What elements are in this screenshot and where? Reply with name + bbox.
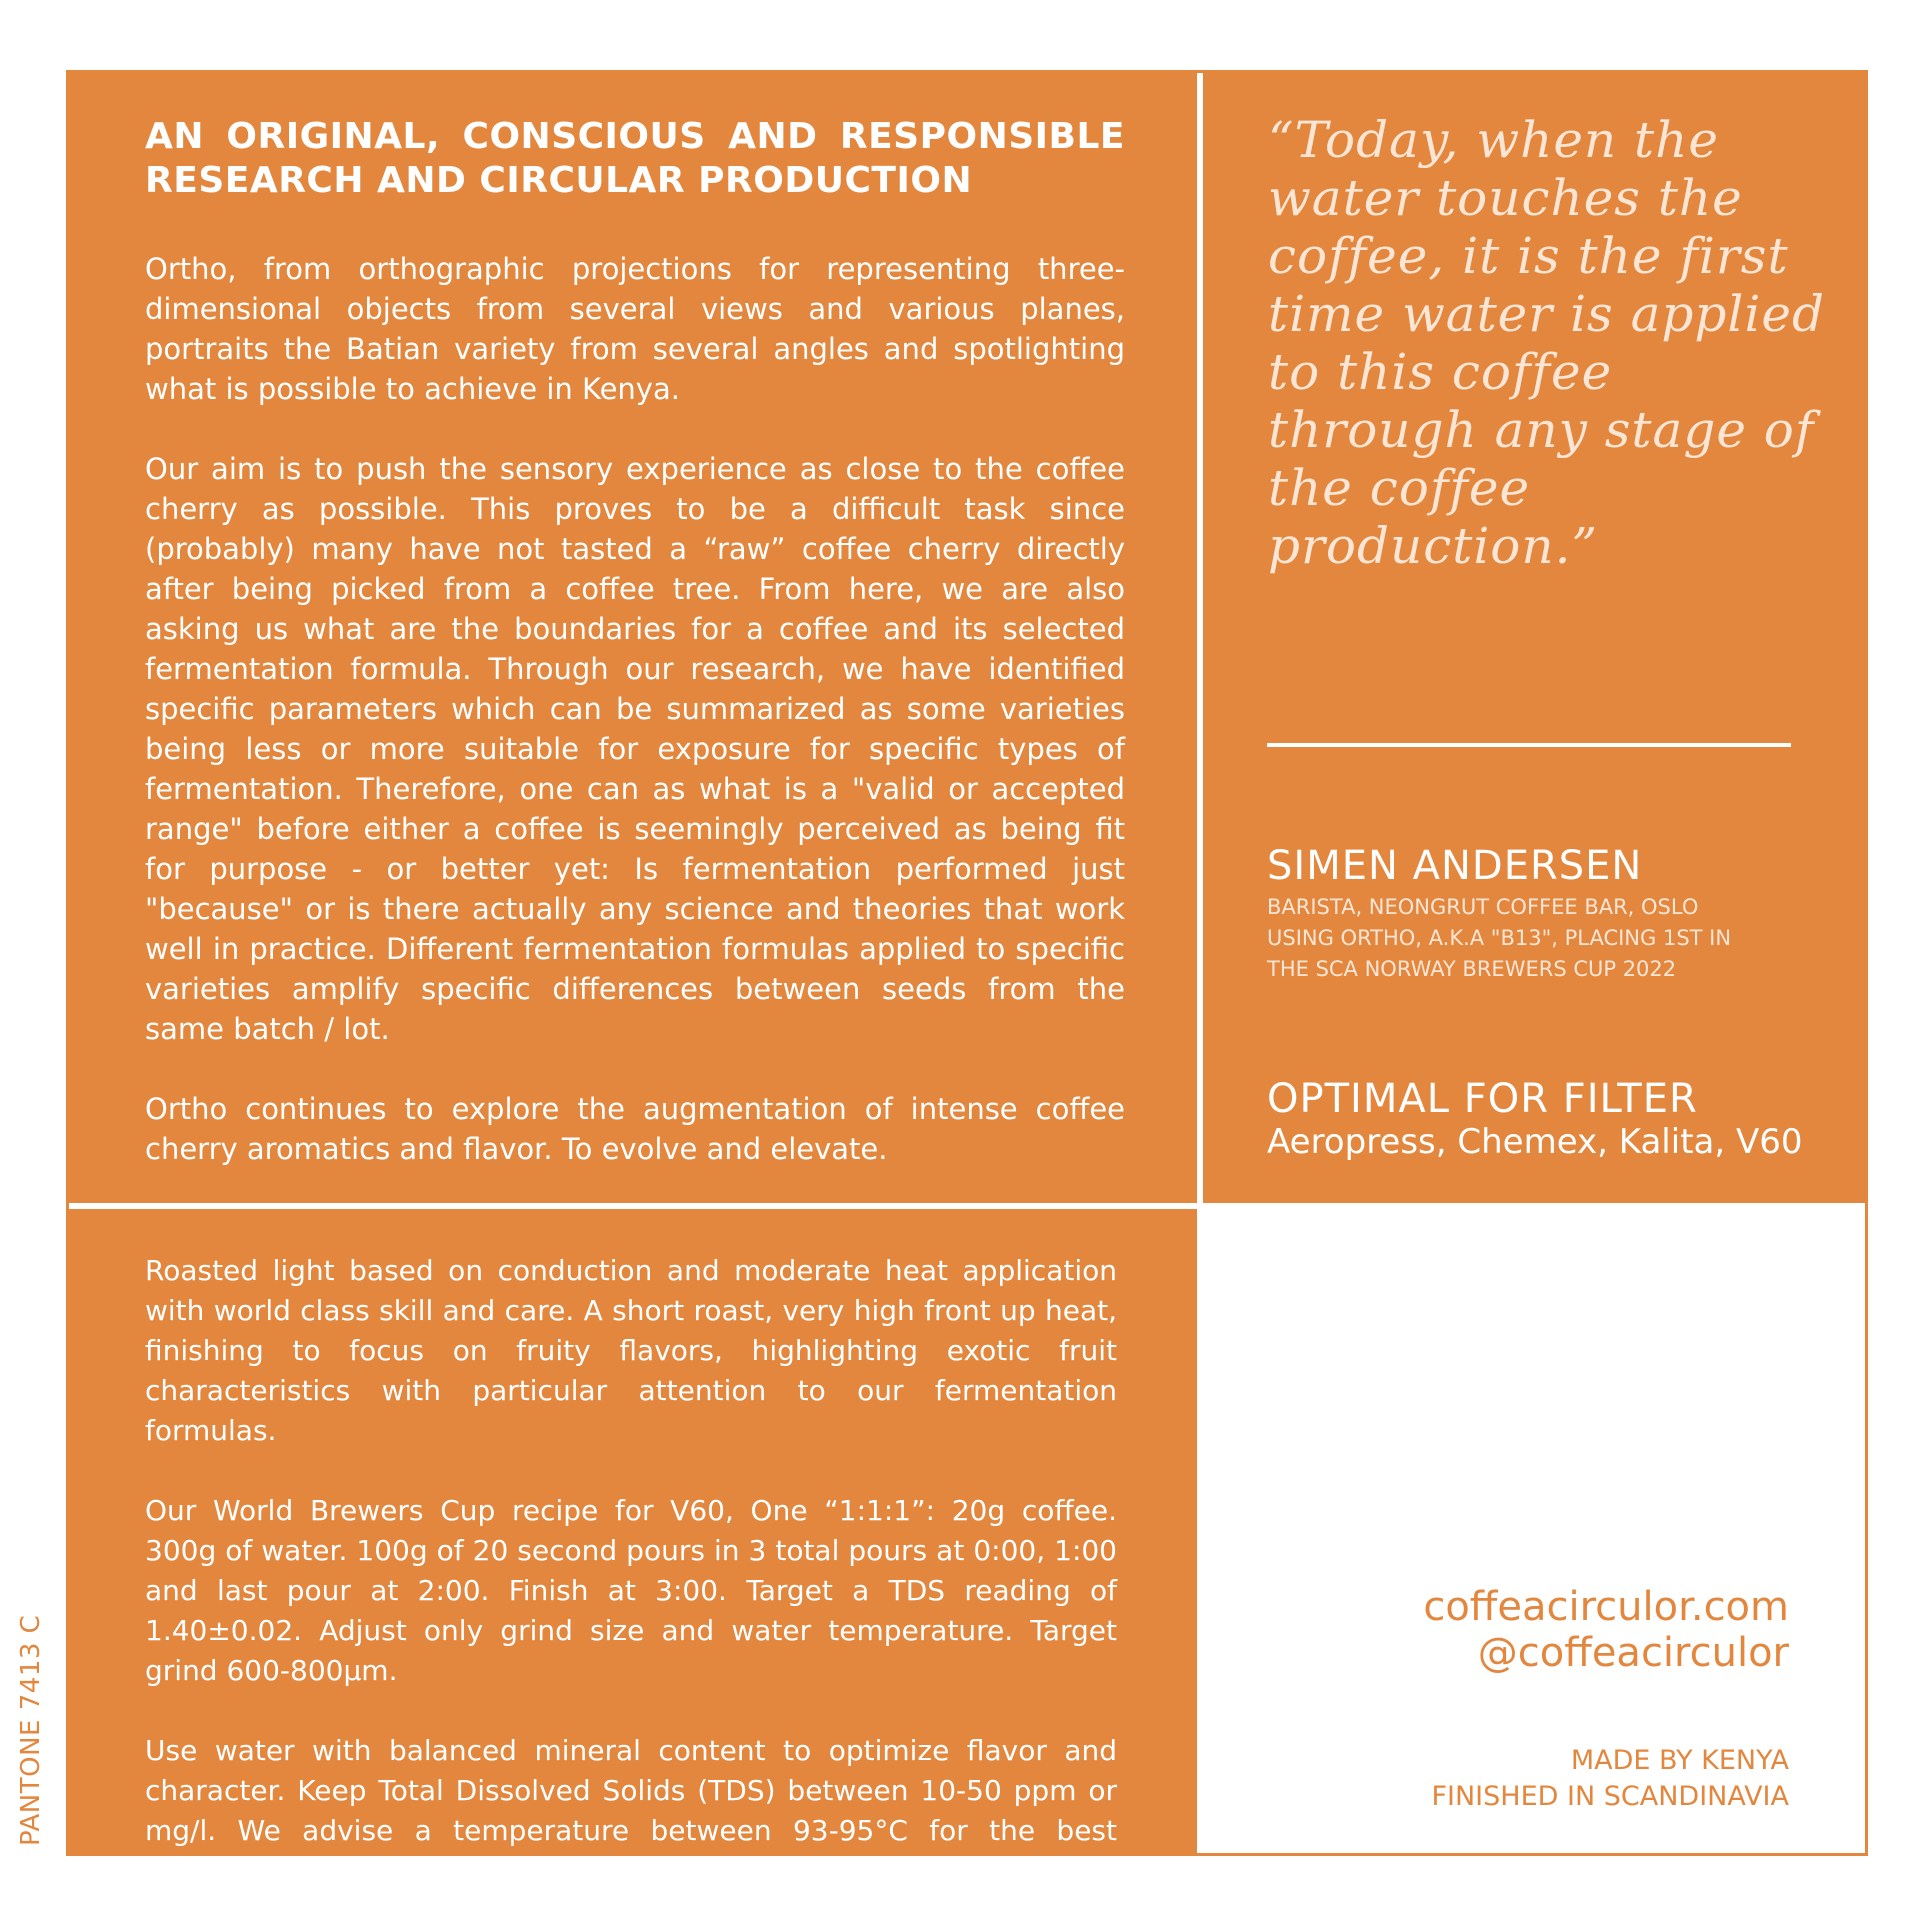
pantone-label: PANTONE 7413 C	[16, 1614, 46, 1846]
roast-content	[145, 1251, 1117, 1931]
roast-panel	[69, 1209, 1197, 1887]
story-heading: AN ORIGINAL, CONSCIOUS AND RESPONSIBLE RESEARCH AND CIRCULAR PRODUCTION	[145, 116, 1125, 201]
story-panel	[69, 73, 1197, 1203]
story-paragraph-1: Ortho, from orthographic projections for representing three-dimensional objects from several views and various planes, portraits the Batian variety from several angles and spotlighting what is possible to achieve in Kenya.	[145, 252, 1125, 406]
quote-panel	[1203, 73, 1865, 1203]
barista-role-line: THE SCA NORWAY BREWERS CUP 2022	[1267, 957, 1677, 981]
brew-methods: Aeropress, Chemex, Kalita, V60	[1267, 1122, 1803, 1162]
social-handle[interactable]: @coffeacirculor	[1477, 1630, 1789, 1676]
barista-role-line: USING ORTHO, A.K.A "B13", PLACING 1ST IN	[1267, 926, 1732, 950]
finished-in-text: FINISHED IN SCANDINAVIA	[1431, 1781, 1789, 1812]
story-paragraph-3: Ortho continues to explore the augmentation of intense coffee cherry aromatics and flavor. To evolve and elevate.	[145, 1092, 1125, 1166]
optimal-for-title: OPTIMAL FOR FILTER	[1267, 1076, 1698, 1122]
barista-quote: “Today, when the water touches the coffee, it is the first time water is applied to this coffee through any stage of the coffee production.”	[1268, 111, 1826, 575]
website-link[interactable]: coffeacirculor.com	[1423, 1584, 1789, 1630]
quote-divider	[1267, 743, 1791, 747]
made-by-text: MADE BY KENYA	[1570, 1745, 1789, 1776]
story-content	[145, 115, 1125, 1209]
contact-links	[1423, 1584, 1789, 1676]
recipe-paragraph: Our World Brewers Cup recipe for V60, One “1:1:1”: 20g coffee. 300g of water. 100g of 20 second pours in 3 total pours at 0:00, 1:00 and last pour at 2:00. Finish at 3:00. Target a TDS reading of 1.40±0.02. Adjust only grind size and water temperature. Target grind 600-800µm.	[145, 1494, 1117, 1687]
origin-info	[1431, 1743, 1789, 1815]
contact-panel	[1203, 1209, 1865, 1853]
horizontal-divider	[69, 1203, 1865, 1209]
barista-role	[1267, 892, 1827, 985]
roast-paragraph: Roasted light based on conduction and moderate heat application with world class skill and care. A short roast, very high front up heat, finishing to focus on fruity flavors, highlighting exotic fruit characteristics with particular attention to our fermentation formulas.	[145, 1254, 1117, 1447]
water-paragraph: Use water with balanced mineral content to optimize flavor and character. Keep Total Dissolved Solids (TDS) between 10-50 ppm or mg/l. We advise a temperature between 93-95°C for the best brewing experience.	[145, 1734, 1117, 1887]
barista-name: SIMEN ANDERSEN	[1267, 843, 1643, 889]
barista-role-line: BARISTA, NEONGRUT COFFEE BAR, OSLO	[1267, 895, 1699, 919]
vertical-divider	[1197, 73, 1203, 1853]
story-paragraph-2: Our aim is to push the sensory experience as close to the coffee cherry as possible. This proves to be a difficult task since (probably) many have not tasted a “raw” coffee cherry directly after being picked from a coffee tree. From here, we are also asking us what are the boundaries for a coffee and its selected fermentation formula. Through our research, we have identified specific parameters which can be summarized as some varieties being less or more suitable for exposure for specific types of fermentation. Therefore, one can as what is a "valid or accepted range" before either a coffee is seemingly perceived as being fit for purpose - or better yet: Is fermentation performed just "because" or is there actually any science and theories that work well in practice. Different fermentation formulas applied to specific varieties amplify specific differences between seeds from the same batch / lot.	[145, 452, 1125, 1046]
